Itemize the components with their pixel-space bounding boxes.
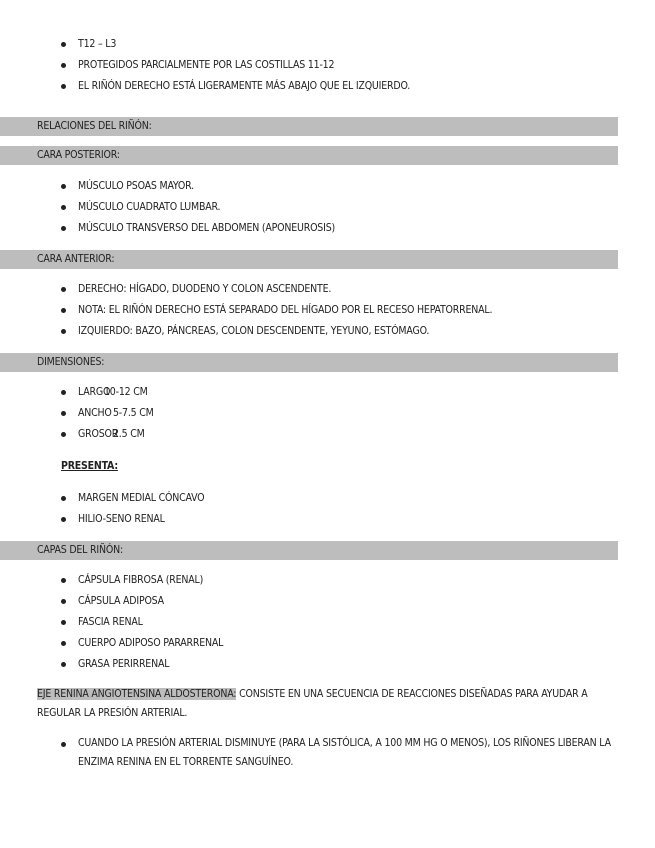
list-item: NOTA: EL RIÑÓN DERECHO ESTÁ SEPARADO DEL HÍGADO POR EL RECESO HEPATORRENAL. [0, 300, 655, 321]
subheading-presenta: PRESENTA: [61, 460, 118, 472]
dimension-value: 2.5 CM [113, 428, 145, 440]
list-item: MÚSCULO TRANSVERSO DEL ABDOMEN (APONEUROSIS) [0, 218, 655, 239]
eje-text: CONSISTE EN UNA SECUENCIA DE REACCIONES DISEÑADAS PARA AYUDAR A REGULAR LA PRESIÓN ARTERIAL. [37, 688, 588, 719]
dimensiones-list [0, 382, 655, 445]
list-item: CUERPO ADIPOSO PARARRENAL [0, 633, 655, 654]
list-item: FASCIA RENAL [0, 612, 655, 633]
list-item: T12 – L3 [0, 34, 655, 55]
capas-list [0, 570, 655, 675]
eje-list [0, 734, 655, 772]
section-heading-cara-anterior: CARA ANTERIOR: [0, 250, 618, 269]
eje-highlight: EJE RENINA ANGIOTENSINA ALDOSTERONA: [37, 688, 237, 700]
list-item: MÚSCULO CUADRATO LUMBAR. [0, 197, 655, 218]
list-item: MÚSCULO PSOAS MAYOR. [0, 176, 655, 197]
list-item [0, 403, 655, 424]
dimension-label: LARGO [78, 386, 111, 398]
section-heading-relaciones: RELACIONES DEL RIÑÓN: [0, 117, 618, 136]
cara-anterior-list [0, 279, 655, 342]
section-heading-cara-posterior: CARA POSTERIOR: [0, 146, 618, 165]
list-item: EL RIÑÓN DERECHO ESTÁ LIGERAMENTE MÁS ABAJO QUE EL IZQUIERDO. [0, 76, 655, 97]
list-item: HILIO-SENO RENAL [0, 509, 655, 530]
list-item: CÁPSULA ADIPOSA [0, 591, 655, 612]
dimension-value: 5-7.5 CM [113, 407, 154, 419]
section-heading-dimensiones: DIMENSIONES: [0, 353, 618, 372]
dimension-label: ANCHO [78, 407, 112, 419]
list-item: CUANDO LA PRESIÓN ARTERIAL DISMINUYE (PARA LA SISTÓLICA, A 100 MM HG O MENOS), LOS RIÑONES LIBERAN LA ENZIMA RENINA EN EL TORRENTE SANGUÍNEO. [0, 734, 655, 772]
list-item: DERECHO: HÍGADO, DUODENO Y COLON ASCENDENTE. [0, 279, 655, 300]
list-item: CÁPSULA FIBROSA (RENAL) [0, 570, 655, 591]
cara-posterior-list [0, 176, 655, 239]
list-item [0, 424, 655, 445]
list-item: PROTEGIDOS PARCIALMENTE POR LAS COSTILLAS 11-12 [0, 55, 655, 76]
presenta-list [0, 488, 655, 530]
section-heading-capas: CAPAS DEL RIÑÓN: [0, 541, 618, 560]
intro-list [0, 34, 655, 97]
eje-paragraph [0, 685, 655, 723]
list-item [0, 382, 655, 403]
dimension-value: 10-12 CM [104, 386, 148, 398]
list-item: GRASA PERIRRENAL [0, 654, 655, 675]
list-item: IZQUIERDO: BAZO, PÁNCREAS, COLON DESCENDENTE, YEYUNO, ESTÓMAGO. [0, 321, 655, 342]
dimension-label: GROSOR [78, 428, 119, 440]
list-item: MARGEN MEDIAL CÓNCAVO [0, 488, 655, 509]
